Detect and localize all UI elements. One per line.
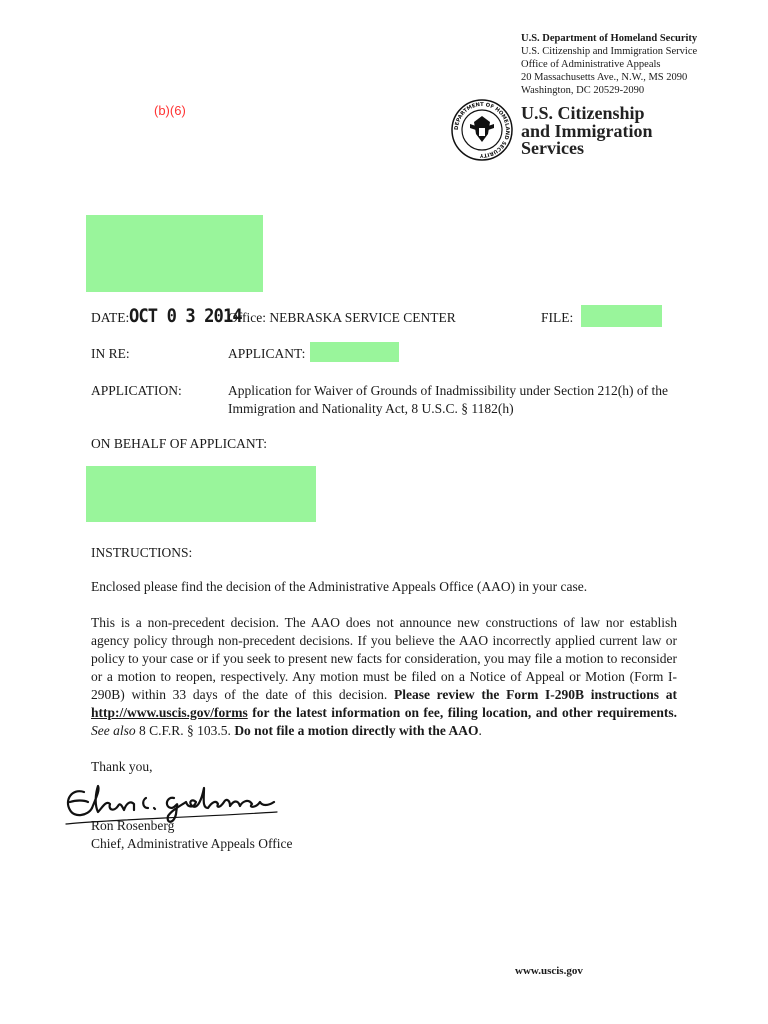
- signer-title: Chief, Administrative Appeals Office: [91, 836, 293, 851]
- address-line: U.S. Citizenship and Immigration Service: [521, 46, 698, 57]
- paragraph-bold: Please review the Form I-290B instructions at: [393, 687, 677, 702]
- paragraph-end: .: [478, 723, 482, 738]
- paragraph-bold: for the latest information on fee, filing location, and other requirements.: [247, 705, 677, 720]
- redaction-box-recipient: [86, 215, 263, 292]
- agency-line: U.S. Citizenship: [521, 103, 645, 123]
- sender-address: [521, 32, 697, 97]
- redaction-code: (b)(6): [154, 103, 186, 118]
- instructions-paragraph: [91, 614, 677, 740]
- instructions-heading: INSTRUCTIONS:: [91, 545, 193, 560]
- redaction-box-applicant: [310, 342, 399, 362]
- file-label: FILE:: [541, 310, 574, 325]
- in-re-label: IN RE:: [91, 346, 130, 361]
- on-behalf-label: ON BEHALF OF APPLICANT:: [91, 436, 267, 451]
- paragraph-text: This is a non-precedent decision. The AAO does not announce new constructions of law nor establish agency policy through non-precedent decisions. If you believe the AAO incorrectly applied current law or policy to your case or if you seek to present new facts for consideration, you may file a motion to reconsider or a motion to reopen, respectively. Any motion must be filed on a Notice of Appeal or Motion (Form I-290B) within 33 days of the date of this decision.: [91, 615, 677, 702]
- dhs-seal-icon: [450, 98, 514, 162]
- address-line: 20 Massachusetts Ave., N.W., MS 2090: [521, 72, 688, 83]
- address-line: U.S. Department of Homeland Security: [521, 33, 698, 44]
- footer-url: www.uscis.gov: [515, 965, 583, 977]
- application-line: Immigration and Nationality Act, 8 U.S.C. § 1182(h): [228, 401, 514, 416]
- date-label: DATE:: [91, 310, 130, 325]
- agency-name: [521, 105, 653, 158]
- forms-link[interactable]: http://www.uscis.gov/forms: [91, 705, 248, 720]
- address-line: Office of Administrative Appeals: [521, 59, 661, 70]
- agency-line: and Immigration: [521, 120, 653, 141]
- redaction-box-representative: [86, 466, 316, 522]
- application-line: Application for Waiver of Grounds of Inadmissibility under Section 212(h) of the: [228, 383, 668, 398]
- signer-name: Ron Rosenberg: [91, 818, 175, 833]
- date-stamp: OCT 0 3 2014: [129, 305, 243, 327]
- seal-text: DEPARTMENT OF HOMELAND SECURITY: [453, 101, 511, 159]
- paragraph-bold: Do not file a motion directly with the AAO: [234, 723, 479, 738]
- thank-you: Thank you,: [91, 759, 153, 774]
- enclosed-sentence: Enclosed please find the decision of the Administrative Appeals Office (AAO) in your case.: [91, 579, 588, 594]
- address-line: Washington, DC 20529-2090: [521, 85, 645, 96]
- office-label: Office: NEBRASKA SERVICE CENTER: [228, 310, 456, 325]
- agency-line: Services: [521, 138, 584, 158]
- see-also: See also: [91, 723, 136, 738]
- citation: 8 C.F.R. § 103.5.: [135, 723, 235, 738]
- redaction-box-file: [581, 305, 662, 327]
- application-label: APPLICATION:: [91, 383, 182, 398]
- applicant-label: APPLICANT:: [228, 346, 306, 361]
- application-description: [228, 382, 678, 418]
